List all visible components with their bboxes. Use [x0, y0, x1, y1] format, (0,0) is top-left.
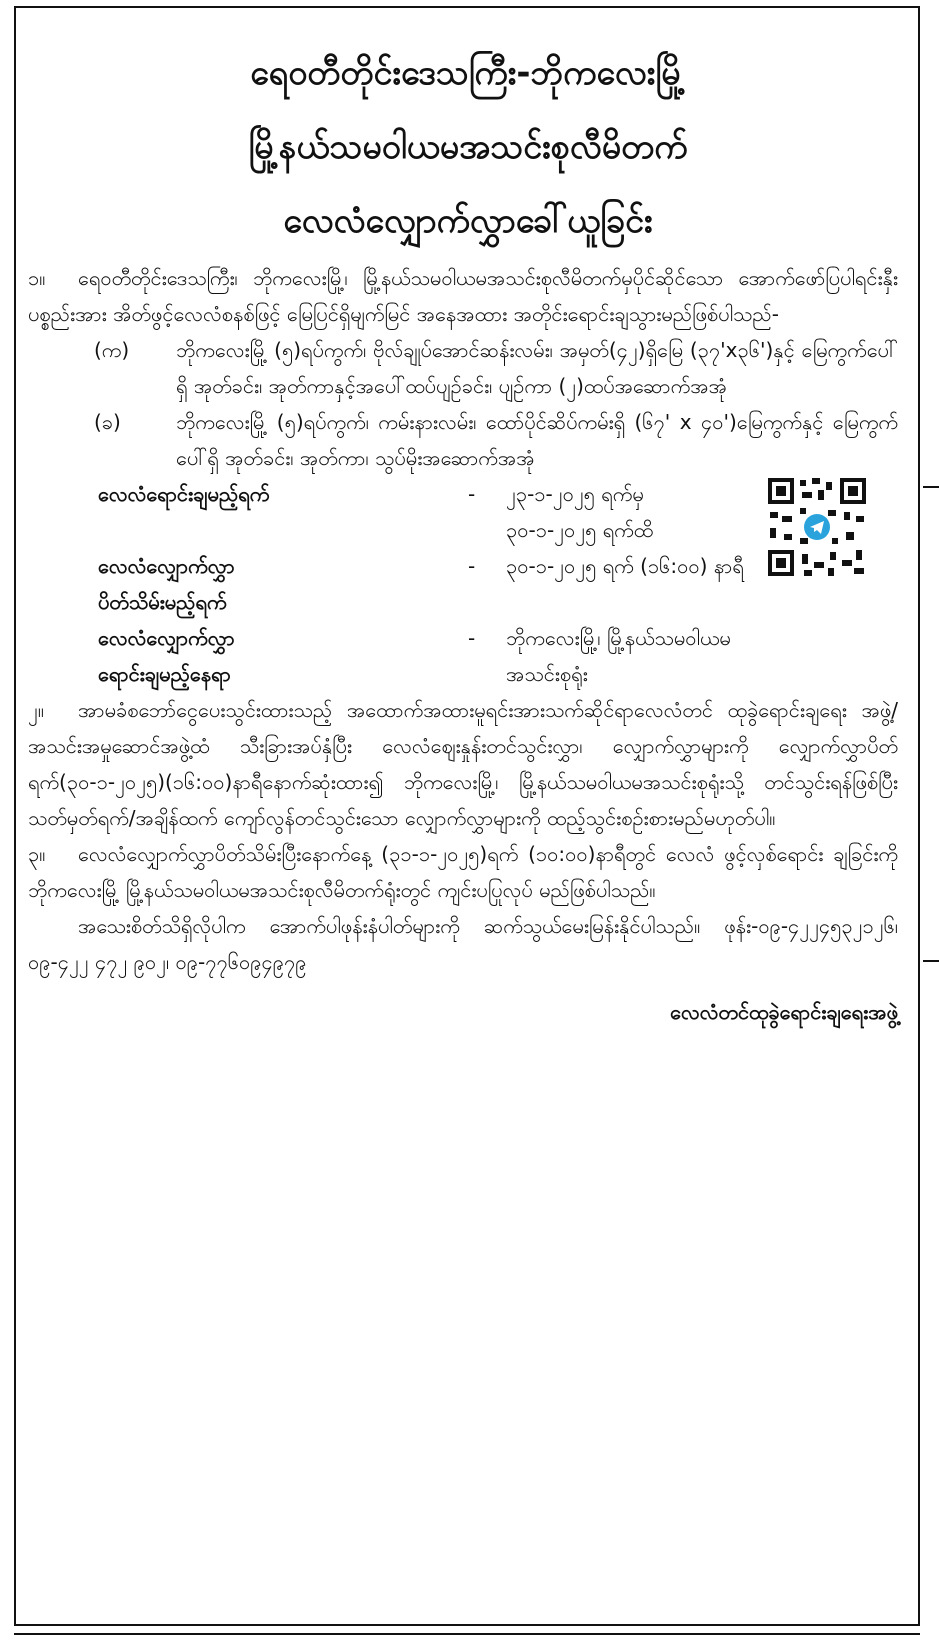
schedule-dash: -	[468, 626, 476, 650]
paragraph-text: လေလံလျှောက်လွှာပိတ်သိမ်းပြီးနောက်နေ့ (၃၁-၁-၂၀၂၅)ရက် (၁၀:၀၀)နာရီတွင် လေလံ ဖွင့်လှစ်ရောင်း ချခြင်းကို ဘိုကလေးမြို့ မြို့နယ်သမဝါယမအသင်းစုလီမိတက်ရုံးတွင် ကျင်းပပြုလုပ် မည်ဖြစ်ပါသည်။	[28, 842, 898, 902]
schedule-value: အသင်းစုရုံး	[506, 662, 588, 686]
paragraph-1	[28, 260, 898, 332]
paragraph-number: ၃။	[28, 842, 46, 866]
paragraph-3	[28, 836, 898, 908]
contact-info: အသေးစိတ်သိရှိလိုပါက အောက်ပါဖုန်းနံပါတ်များကို ဆက်သွယ်မေးမြန်းနိုင်ပါသည်။ ဖုန်း-၀၉-၄၂၂၄၅၃၂၁၂၆၊ ၀၉-၄၂၂ ၄၇၂ ၉၀၂၊ ၀၉-၇၇၆၀၉၄၉၇၉	[28, 914, 898, 974]
item-text: ဘိုကလေးမြို့ (၅)ရပ်ကွက်၊ ကမ်းနားလမ်း၊ ထော်ပိုင်ဆိပ်ကမ်းရှိ (၆၇' x ၄၀')မြေကွက်နှင့် မြေကွက်ပေါ်ရှိ အုတ်ခင်း၊ အုတ်ကာ၊ သွပ်မိုးအဆောက်အအုံ	[176, 410, 898, 470]
schedule-row	[28, 512, 898, 548]
schedule-key: ရောင်းချမည့်နေရာ	[98, 662, 231, 686]
schedule-row	[28, 584, 898, 620]
title-line-2: မြို့နယ်သမဝါယမအသင်းစုလီမိတက်	[248, 127, 688, 167]
paragraph-2	[28, 692, 898, 836]
property-item-ka	[28, 332, 898, 404]
schedule-value: ၃၀-၁-၂၀၂၅ ရက်ထိ	[506, 518, 654, 542]
schedule-row	[28, 476, 898, 512]
item-label: (ခ)	[94, 410, 121, 434]
signature: လေလံတင်ထုခွဲရောင်းချရေးအဖွဲ့	[670, 1000, 898, 1024]
schedule-key: ပိတ်သိမ်းမည့်ရက်	[98, 590, 227, 614]
schedule-dash: -	[468, 554, 476, 578]
bottom-rule	[14, 1633, 920, 1635]
schedule-key: လေလံလျှောက်လွှာ	[98, 554, 235, 578]
property-item-kha	[28, 404, 898, 476]
paragraph-text: ရေဝတီတိုင်းဒေသကြီး၊ ဘိုကလေးမြို့၊ မြို့နယ်သမဝါယမအသင်းစုလီမိတက်မှပိုင်ဆိုင်သော အောက်ဖော်ပြပါရင်းနှီးပစ္စည်းအား အိတ်ဖွင့်လေလံစနစ်ဖြင့် မြေပြင်ရှိမျက်မြင် အနေအထား အတိုင်းရောင်းချသွားမည်ဖြစ်ပါသည်-	[28, 266, 898, 326]
item-label: (က)	[94, 338, 130, 362]
title-line-1: ရေဝတီတိုင်းဒေသကြီး-ဘိုကလေးမြို့	[250, 53, 686, 93]
schedule-value: ဘိုကလေးမြို့၊ မြို့နယ်သမဝါယမ	[506, 626, 731, 650]
schedule-value: ၂၃-၁-၂၀၂၅ ရက်မှ	[506, 482, 644, 506]
edge-mark	[923, 960, 939, 962]
paragraph-number: ၂။	[28, 698, 44, 722]
edge-mark	[923, 486, 939, 488]
paragraph-number: ၁။	[28, 266, 46, 290]
notice-title	[24, 36, 912, 258]
schedule-value: ၃၀-၁-၂၀၂၅ ရက် (၁၆:၀၀) နာရီ	[506, 554, 744, 578]
schedule-dash: -	[468, 482, 476, 506]
auction-schedule	[28, 476, 898, 692]
schedule-row	[28, 548, 898, 584]
schedule-row	[28, 656, 898, 692]
schedule-key: လေလံရောင်းချမည့်ရက်	[98, 482, 270, 506]
title-line-3: လေလံလျှောက်လွှာခေါ်ယူခြင်း	[283, 201, 653, 241]
item-text: ဘိုကလေးမြို့ (၅)ရပ်ကွက်၊ ဗိုလ်ချုပ်အောင်ဆန်းလမ်း၊ အမှတ်(၄၂)ရှိမြေ (၃၇'x၃၆')နှင့် မြေကွက်ပေါ်ရှိ အုတ်ခင်း၊ အုတ်ကာနှင့်အပေါ်ထပ်ပျဉ်ခင်း၊ ပျဉ်ကာ (၂)ထပ်အဆောက်အအုံ	[176, 338, 898, 398]
notice-body	[28, 260, 898, 1030]
schedule-key: လေလံလျှောက်လွှာ	[98, 626, 235, 650]
paragraph-text: အာမခံစဘော်ငွေပေးသွင်းထားသည့် အထောက်အထားမူရင်းအားသက်ဆိုင်ရာလေလံတင် ထုခွဲရောင်းချရေး အဖွဲ့/အသင်းအမှုဆောင်အဖွဲ့ထံ သီးခြားအပ်နှံပြီး လေလံဈေးနှုန်းတင်သွင်းလွှာ၊ လျှောက်လွှာများကို လျှောက်လွှာပိတ် ရက်(၃၀-၁-၂၀၂၅)(၁၆:၀၀)နာရီနောက်ဆုံးထား၍ ဘိုကလေးမြို့၊ မြို့နယ်သမဝါယမအသင်းစုရုံးသို့ တင်သွင်းရန်ဖြစ်ပြီး သတ်မှတ်ရက်/အချိန်ထက် ကျော်လွန်တင်သွင်းသော လျှောက်လွှာများကို ထည့်သွင်းစဉ်းစားမည်မဟုတ်ပါ။	[28, 698, 898, 830]
schedule-row	[28, 620, 898, 656]
